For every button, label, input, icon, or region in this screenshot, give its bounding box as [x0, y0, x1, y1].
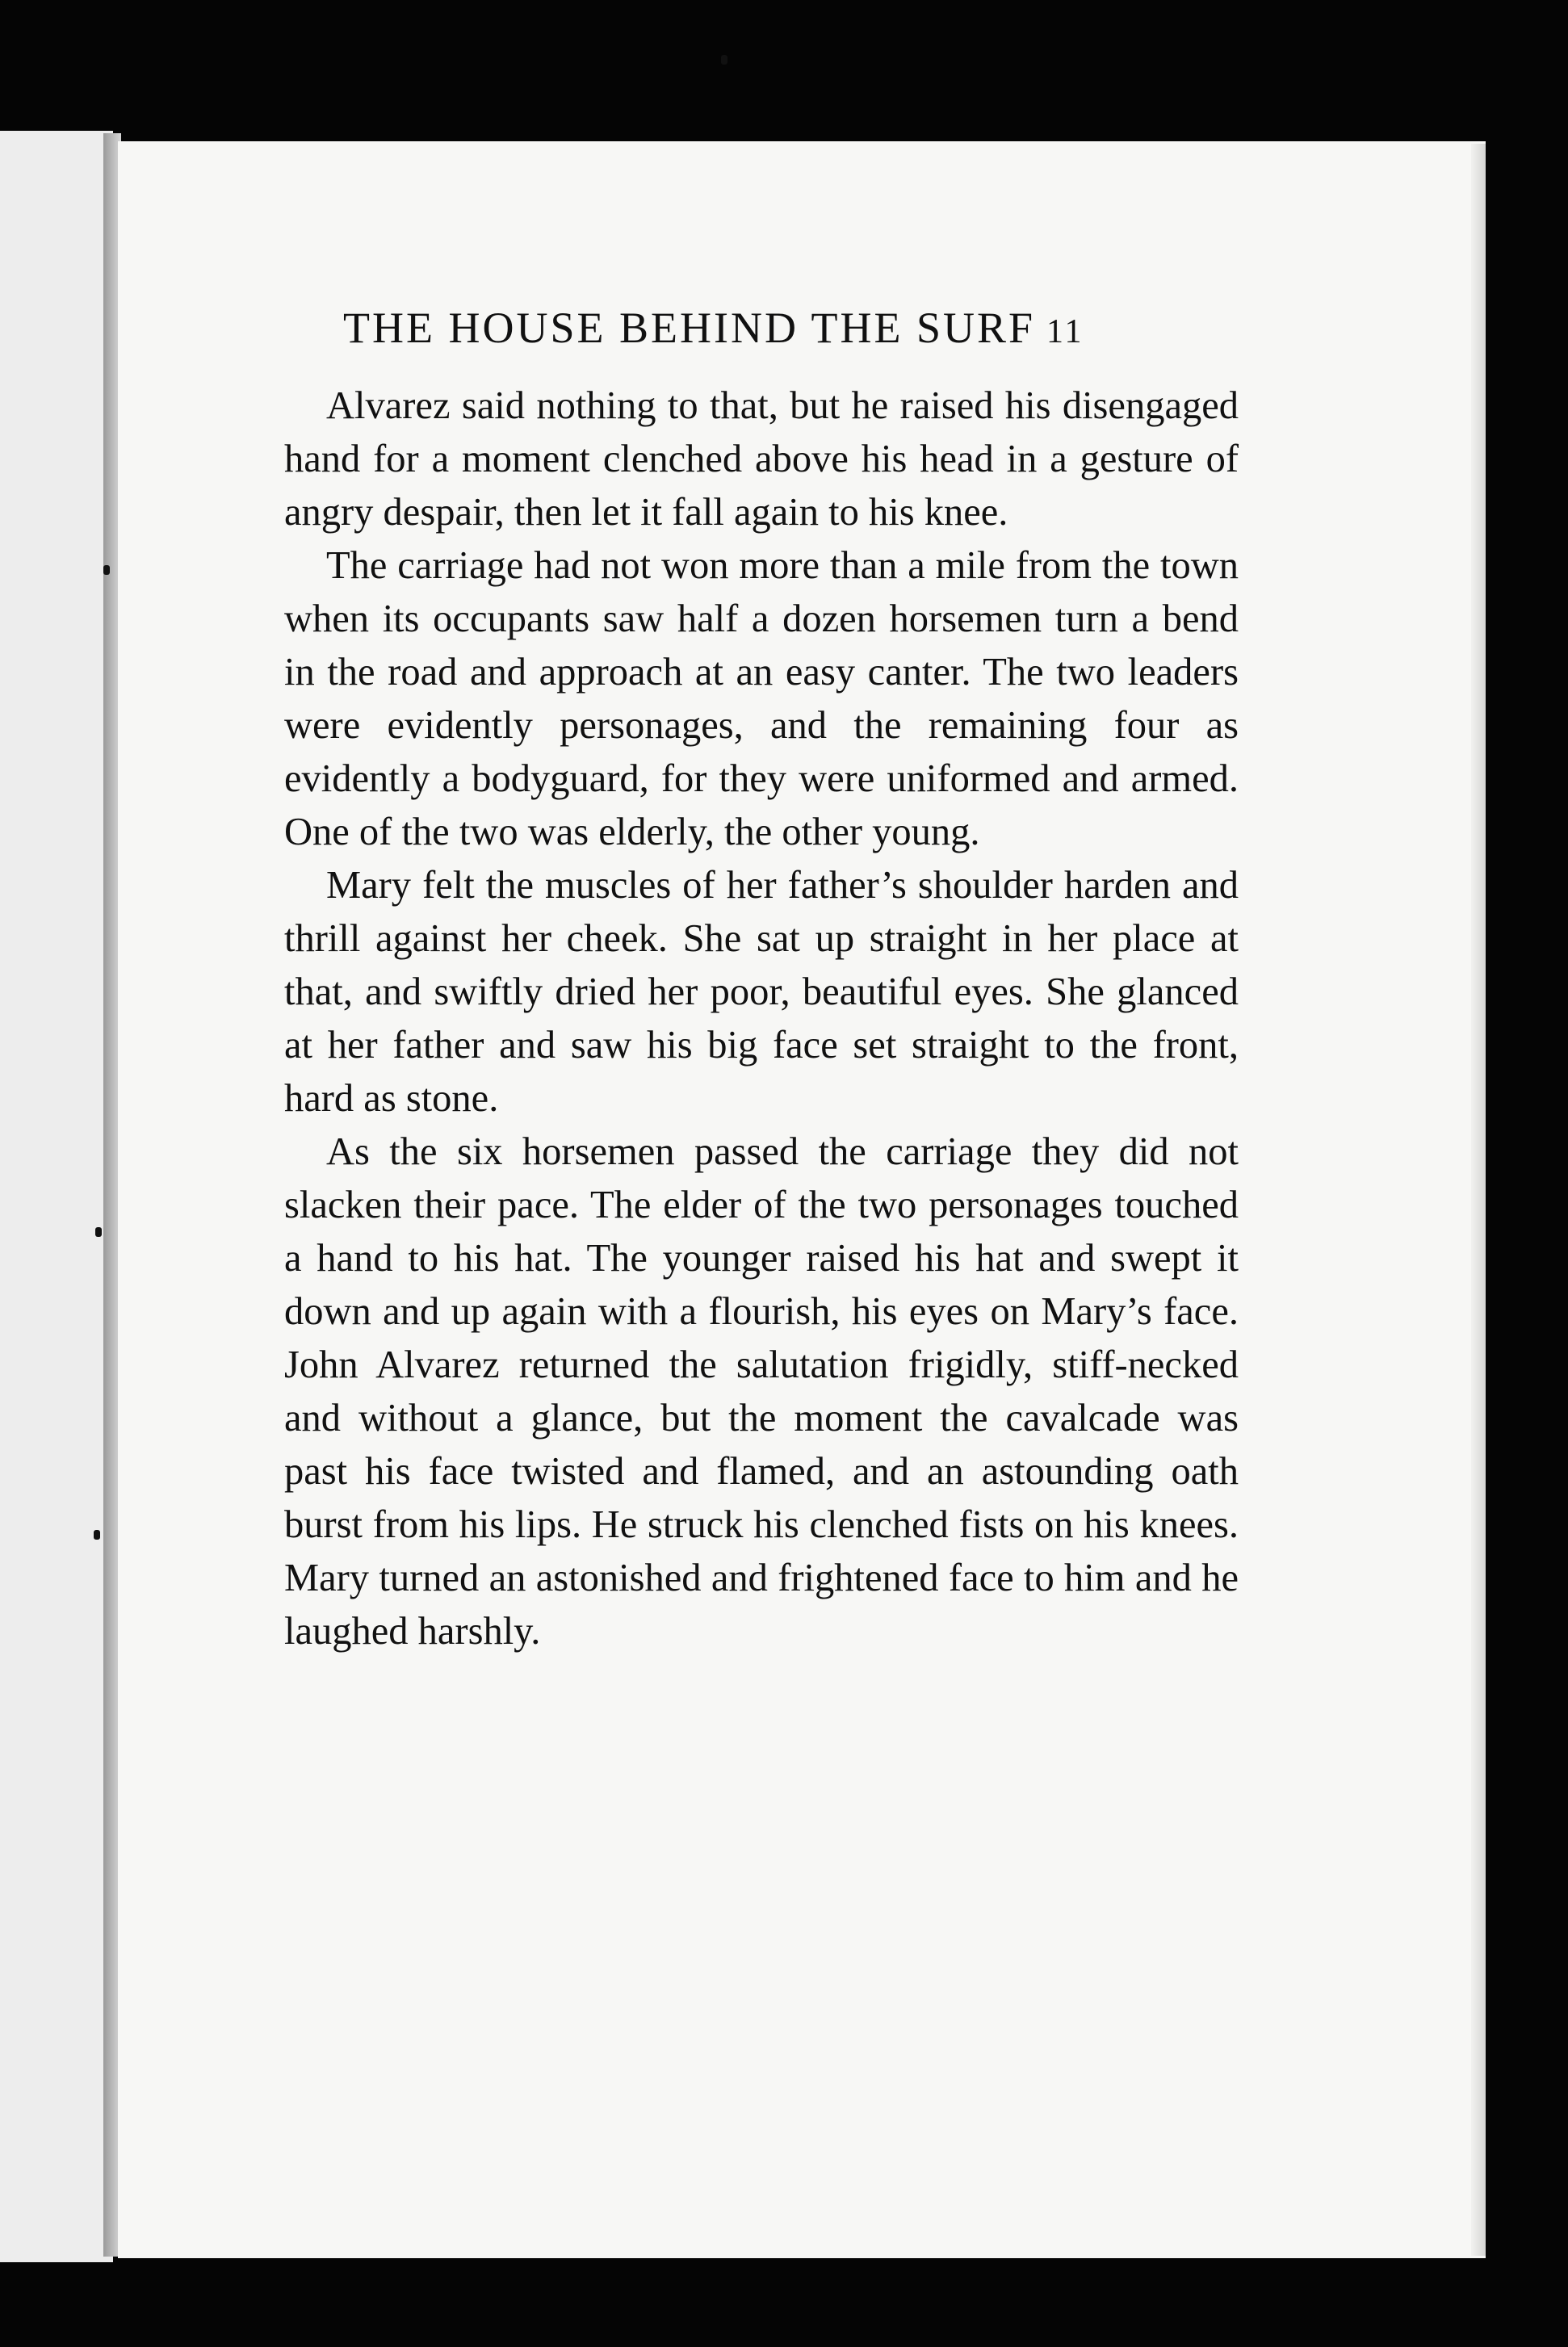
- running-header-title: THE HOUSE BEHIND THE SURF: [343, 304, 1036, 352]
- scan-speck: [94, 1530, 100, 1540]
- paragraph: As the six horsemen passed the carriage they did not slacken their pace. The elder of the two personages touched a hand to his hat. The younger raised his hat and swept it down and up again with a flourish, his eyes on Mary’s face. John Alvarez returned the salutation frigidly, stiff-necked and without a glance, but the moment the cavalcade was past his face twisted and flamed, and an astounding oath burst from his lips. He struck his clenched fists on his knees. Mary turned an astonished and frightened face to him and he laughed harshly.: [284, 1130, 1239, 1653]
- previous-page-edge: [0, 131, 113, 2262]
- scan-speck: [95, 1227, 102, 1237]
- scan-speck: [721, 55, 727, 65]
- page-edge-shadow: [1471, 144, 1486, 2256]
- running-header: [343, 303, 1247, 353]
- paragraph: The carriage had not won more than a mile from the town when its occupants saw half a dozen horsemen turn a bend in the road and approach at an easy canter. The two leaders were evidently personages, and the remaining four as evidently a bodyguard, for they were uniformed and armed. One of the two was elderly, the other young.: [284, 544, 1239, 853]
- paragraph: Alvarez said nothing to that, but he raised his disengaged hand for a moment clenched above his head in a gesture of angry despair, then let it fall again to his knee.: [284, 384, 1239, 534]
- page-number: 11: [1046, 313, 1084, 350]
- paragraph: Mary felt the muscles of her father’s shoulder harden and thrill against her cheek. She sat up straight in her place at that, and swiftly dried her poor, beautiful eyes. She glanced at her father and saw his big face set straight to the front, hard as stone.: [284, 864, 1239, 1120]
- body-text: [284, 379, 1239, 1658]
- scan-speck: [103, 565, 110, 575]
